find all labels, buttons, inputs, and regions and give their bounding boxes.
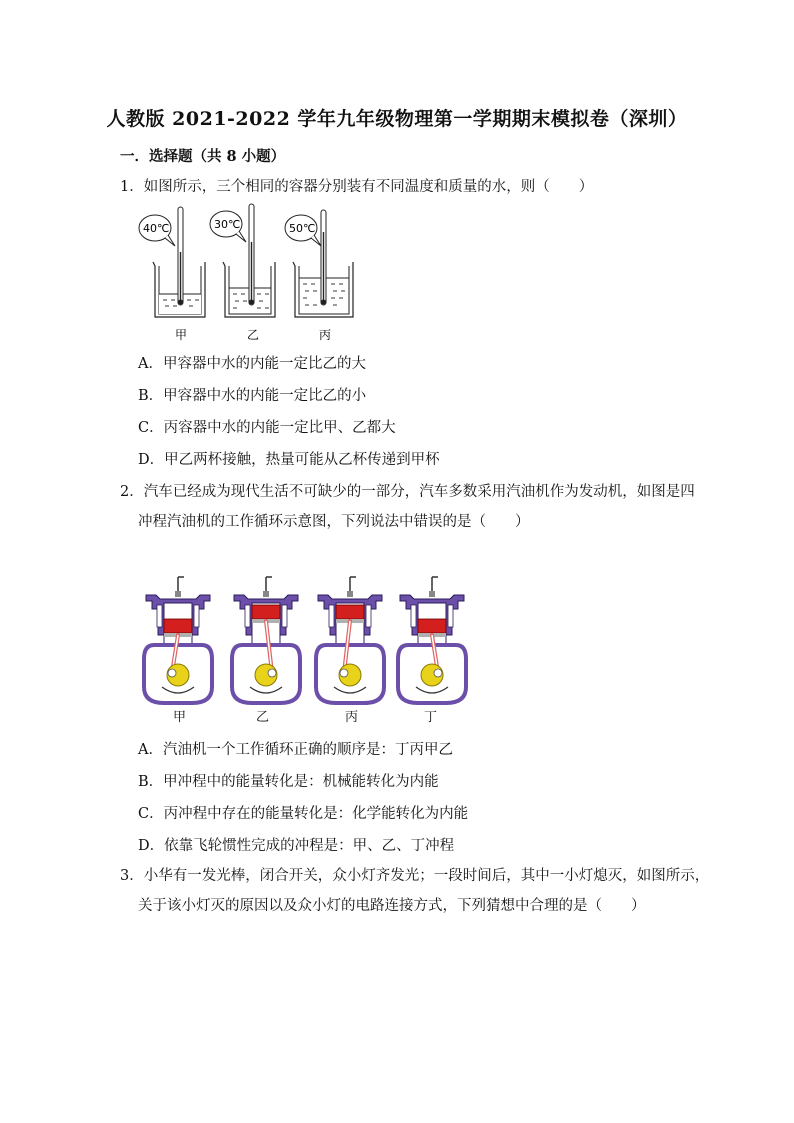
engine-caption-bing: 丙 [345,710,359,725]
q2-stem-line1: 2．汽车已经成为现代生活不可缺少的一部分，汽车多数采用汽油机作为发动机，如图是四 [120,484,695,500]
q3-stem-line1: 3．小华有一发光棒，闭合开关，众小灯齐发光；一段时间后，其中一小灯熄灭，如图所示， [120,868,710,884]
engine-caption-yi: 乙 [256,710,270,725]
q1-option-c: C．丙容器中水的内能一定比甲、乙都大 [138,420,396,436]
exam-title: 人教版 2021-2022 学年九年级物理第一学期期末模拟卷（深圳） [106,108,688,130]
q1-option-b: B．甲容器中水的内能一定比乙的小 [138,388,367,404]
engine-jia [144,577,212,703]
q2-stem-line2: 冲程汽油机的工作循环示意图，下列说法中错误的是（ ） [138,514,530,530]
q1-beakers-figure [135,202,360,342]
beaker-caption-bing: 丙 [319,328,332,342]
q3-stem-line2: 关于该小灯灭的原因以及众小灯的电路连接方式，下列猜想中合理的是（ ） [138,898,646,914]
engine-ding [398,577,466,703]
engine-bing [316,577,384,703]
q1-option-a: A．甲容器中水的内能一定比乙的大 [138,356,366,372]
q2-option-c: C．丙冲程中存在的能量转化是：化学能转化为内能 [138,806,469,822]
temp-label-yi: 30℃ [214,218,241,231]
engine-yi [232,577,300,703]
temp-label-jia: 40℃ [143,222,170,235]
q1-stem: 1．如图所示，三个相同的容器分别装有不同温度和质量的水，则（ ） [120,179,594,195]
q2-option-d: D．依靠飞轮惯性完成的冲程是：甲、乙、丁冲程 [138,838,455,854]
engine-caption-jia: 甲 [173,710,187,725]
q2-engine-figure [140,575,480,725]
q1-option-d: D．甲乙两杯接触，热量可能从乙杯传递到甲杯 [138,452,440,468]
q2-option-b: B．甲冲程中的能量转化是：机械能转化为内能 [138,774,439,790]
temp-label-bing: 50℃ [289,222,316,235]
section-heading: 一．选择题（共 8 小题） [120,148,286,165]
engine-caption-ding: 丁 [424,710,438,725]
beaker-caption-yi: 乙 [247,328,260,342]
q2-option-a: A．汽油机一个工作循环正确的顺序是：丁丙甲乙 [138,742,453,758]
beaker-caption-jia: 甲 [175,328,188,342]
